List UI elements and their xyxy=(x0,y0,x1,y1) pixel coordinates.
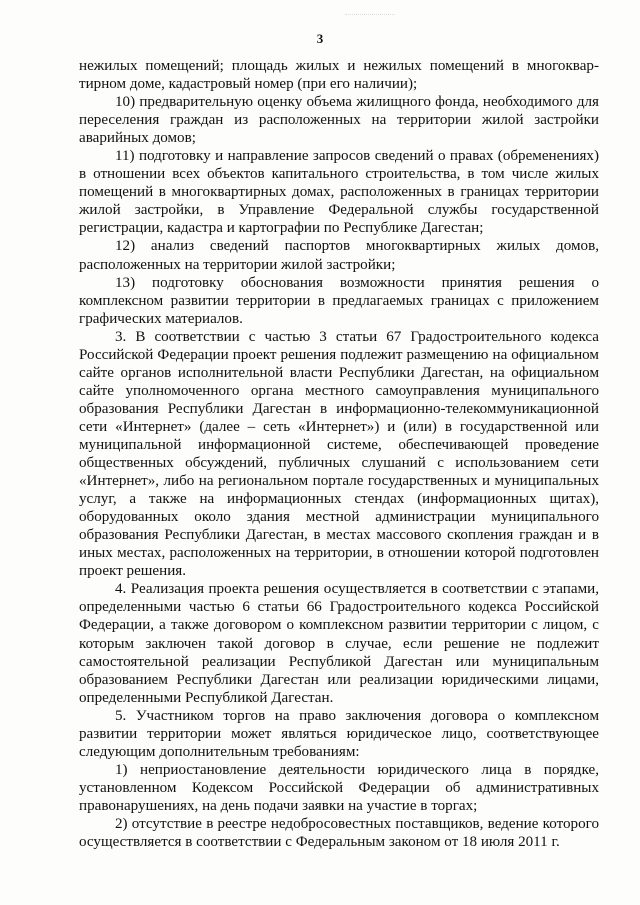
paragraph-section-3: 3. В соответствии с частью 3 статьи 67 Градостроительного кодекса Российской Федерации проект решения подлежит размещению на официальном сайте органов исполнительной власти Республики Дагестан, на официальном сайте уполномоченного органа местного самоуправления муниципального образования Республики Дагестан в информационно-телекоммуникационной сети «Интернет» (далее – сеть «Интернет») и (или) в государственной или муниципальной информационной системе, обеспечивающей проведение общественных обсуждений, публичных слушаний с использованием сети «Интернет», либо на региональном портале государственных и муниципальных услуг, а также на информационных стендах (информационных щитах), оборудованных около здания местной администрации муниципального образования Республики Дагестан, в местах массового скопления граждан и в иных местах, расположенных на территории, в отношении которой подготовлен проект решения. xyxy=(79,328,599,580)
paragraph-item-10: 10) предварительную оценку объема жилищного фонда, необходимого для переселения граждан из расположенных на территории жилой застройки аварийных домов; xyxy=(79,94,599,147)
paragraph-section-5: 5. Участником торгов на право заключения договора о комплексном развитии территории может являться юридическое лицо, соответствующее следующим дополнительным требованиям: xyxy=(79,707,599,760)
paragraph-requirement-1: 1) неприостановление деятельности юридического лица в порядке, установленном Кодексом Российской Федерации об административных правонарушениях, на день подачи заявки на участие в торгах; xyxy=(79,761,599,814)
paragraph-item-13: 13) подготовку обоснования возможности принятия решения о комплексном развитии территории в предлагаемых границах с приложением графических материалов. xyxy=(79,274,599,327)
scan-artifact xyxy=(345,14,395,21)
paragraph-item-11: 11) подготовку и направление запросов сведений о правах (обременениях) в отношении всех объектов капитального строительства, в том числе жилых помещений в многоквартирных домах, расположенных в границах территории жилой застройки, в Управление Федеральной службы государственной регистрации, кадастра и картографии по Республике Дагестан; xyxy=(79,148,599,237)
paragraph-item-12: 12) анализ сведений паспортов многоквартирных жилых домов, расположенных на территории жилой застройки; xyxy=(79,238,599,273)
paragraph-section-4: 4. Реализация проекта решения осуществляется в соответствии с этапами, определенными частью 6 статьи 66 Градостроительного кодекса Российской Федерации, а также договором о комплексном развитии территории с лицом, с которым заключен такой договор в случае, если решение не подлежит самостоятельной реализации Республикой Дагестан или муниципальным образованием Республики Дагестан или реализации юридическими лицами, определенными Республикой Дагестан. xyxy=(79,581,599,706)
document-body xyxy=(79,57,599,851)
paragraph-requirement-2: 2) отсутствие в реестре недобросовестных поставщиков, ведение которого осуществляется в соответствии с Федеральным законом от 18 июля 2011 г. xyxy=(79,815,599,851)
page-number: 3 xyxy=(316,31,324,46)
paragraph-continuation: нежилых помещений; площадь жилых и нежилых помещений в многоквар-тирном доме, кадастровый номер (при его наличии); xyxy=(79,58,599,93)
